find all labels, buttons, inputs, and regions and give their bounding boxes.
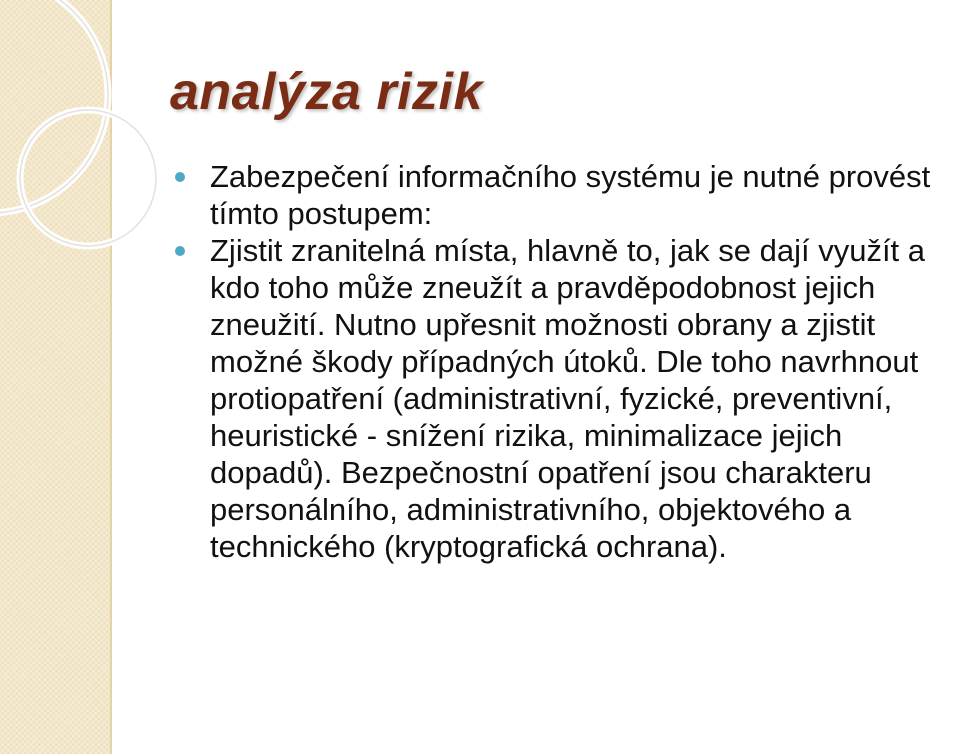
bullet-list xyxy=(172,158,957,565)
bullet-text: Zjistit zranitelná místa, hlavně to, jak se dají využít a kdo toho může zneužít a pravděpodobnost jejich zneužití. Nutno upřesnit možnosti obrany a zjistit možné škody případných útoků. Dle toho navrhnout protiopatření (administrativní, fyzické, preventivní, heuristické - snížení rizika, minimalizace jejich dopadů). Bezpečnostní opatření jsou charakteru personálního, administrativního, objektového a technického (kryptografická ochrana). xyxy=(210,233,926,564)
bullet-item xyxy=(172,158,957,232)
bullet-icon xyxy=(175,172,185,182)
slide-title: analýza rizik xyxy=(170,63,483,121)
bullet-item xyxy=(172,232,957,565)
bullet-icon xyxy=(175,246,185,256)
decorative-side-strip xyxy=(0,0,112,754)
bullet-text: Zabezpečení informačního systému je nutné provést tímto postupem: xyxy=(210,159,931,231)
